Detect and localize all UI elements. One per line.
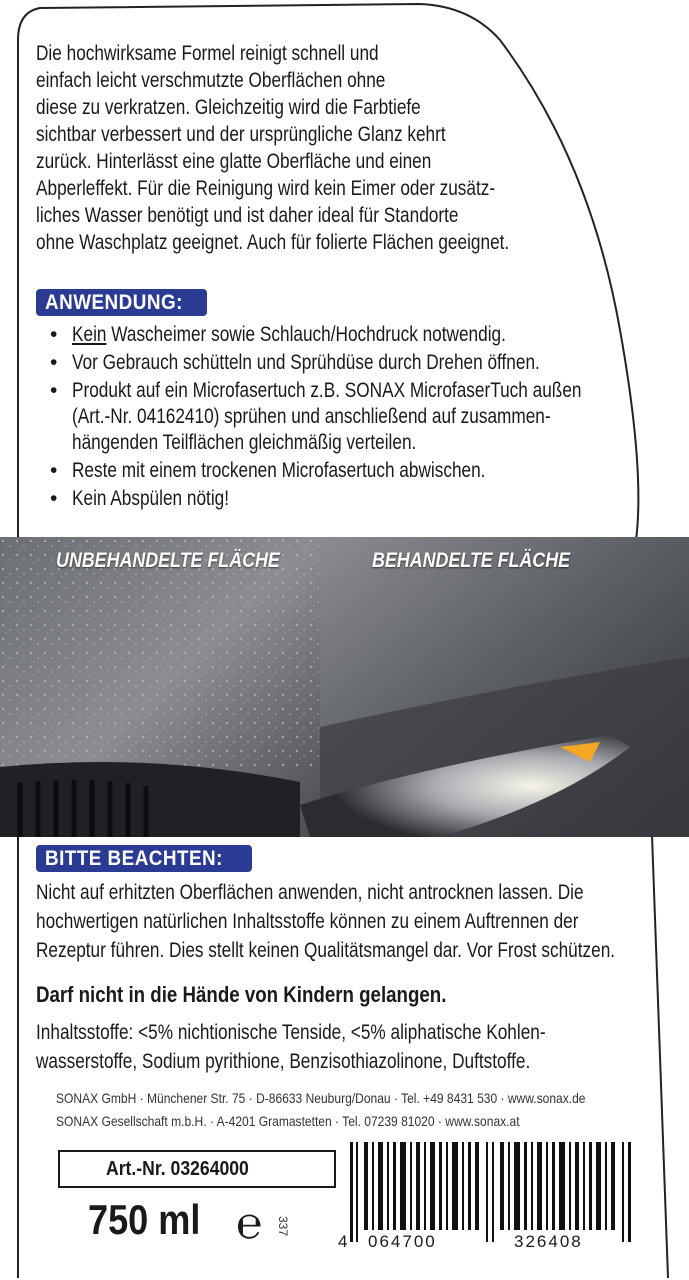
untreated-label: UNBEHANDELTE FLÄCHE	[56, 549, 280, 572]
notes-heading-badge	[36, 845, 252, 872]
usage-item-text: (Art.-Nr. 04162410) sprühen und anschließend auf zusammen-	[72, 405, 551, 428]
barcode-digit-first: 4	[338, 1232, 350, 1251]
ingredients-line: wasserstoffe, Sodium pyrithione, Benzisothiazolinone, Duftstoffe.	[36, 1050, 531, 1073]
usage-item	[50, 458, 650, 484]
ingredients-text	[36, 1018, 676, 1076]
treated-label: BEHANDELTE FLÄCHE	[372, 549, 571, 572]
usage-item	[50, 322, 650, 348]
description-line: ohne Waschplatz geeignet. Auch für folierte Flächen geeignet.	[36, 231, 510, 254]
usage-list	[50, 322, 650, 514]
article-number-box	[58, 1150, 336, 1188]
usage-item-text: • Kein Abspülen nötig!	[72, 487, 230, 510]
company-address-de: SONAX GmbH · Münchener Str. 75 · D-86633 Neuburg/Donau · Tel. +49 8431 530 · www.sonax.de	[56, 1090, 586, 1106]
volume-label: 750 ml	[88, 1196, 201, 1243]
usage-item-text: hängenden Teilflächen gleichmäßig verteilen.	[72, 431, 417, 454]
usage-item	[50, 378, 650, 456]
description-line: zurück. Hinterlässt eine glatte Oberfläche und einen	[36, 150, 432, 173]
usage-item	[50, 486, 650, 512]
company-address-at: SONAX Gesellschaft m.b.H. · A-4201 Gramastetten · Tel. 07239 81020 · www.sonax.at	[56, 1113, 520, 1129]
usage-item-text: • Produkt auf ein Microfasertuch z.B. SONAX MicrofaserTuch außen	[72, 379, 582, 402]
description-line: Die hochwirksame Formel reinigt schnell und	[36, 42, 379, 65]
notes-line: hochwertigen natürlichen Inhaltsstoffe können zu einem Auftrennen der	[36, 910, 579, 933]
article-number: Art.-Nr. 03264000	[106, 1158, 249, 1180]
car-comparison-photo	[0, 537, 689, 837]
notes-heading: BITTE BEACHTEN:	[45, 847, 223, 870]
usage-item-text: • Vor Gebrauch schütteln und Sprühdüse durch Drehen öffnen.	[72, 351, 540, 374]
barcode-digits-right: 326408	[514, 1232, 583, 1251]
barcode-digits-left: 064700	[368, 1232, 437, 1251]
usage-heading-badge	[36, 289, 207, 316]
estimated-sign-icon: ℮	[236, 1198, 263, 1249]
usage-item-text: • Reste mit einem trockenen Microfasertuch abwischen.	[72, 459, 486, 482]
ingredients-line: Inhaltsstoffe: <5% nichtionische Tenside, <5% aliphatische Kohlen-	[36, 1021, 546, 1044]
description-text	[36, 40, 656, 256]
description-line: diese zu verkratzen. Gleichzeitig wird die Farbtiefe	[36, 96, 421, 119]
notes-text	[36, 878, 676, 965]
description-line: einfach leicht verschmutzte Oberflächen ohne	[36, 69, 386, 92]
usage-heading: ANWENDUNG:	[45, 291, 183, 314]
lot-code: 337	[276, 1216, 290, 1237]
usage-item-underlined: Kein	[72, 323, 107, 346]
child-warning: Darf nicht in die Hände von Kindern gelangen.	[36, 982, 447, 1007]
usage-item	[50, 350, 650, 376]
description-line: Abperleffekt. Für die Reinigung wird kein Eimer oder zusätz-	[36, 177, 496, 200]
usage-item-text: Wascheimer sowie Schlauch/Hochdruck notwendig.	[106, 323, 506, 346]
notes-line: Rezeptur führen. Dies stellt keinen Qualitätsmangel dar. Vor Frost schützen.	[36, 939, 616, 962]
notes-line: Nicht auf erhitzten Oberflächen anwenden, nicht antrocknen lassen. Die	[36, 881, 584, 904]
description-line: sichtbar verbessert und der ursprüngliche Glanz kehrt	[36, 123, 446, 146]
description-line: liches Wasser benötigt und ist daher ideal für Standorte	[36, 204, 459, 227]
